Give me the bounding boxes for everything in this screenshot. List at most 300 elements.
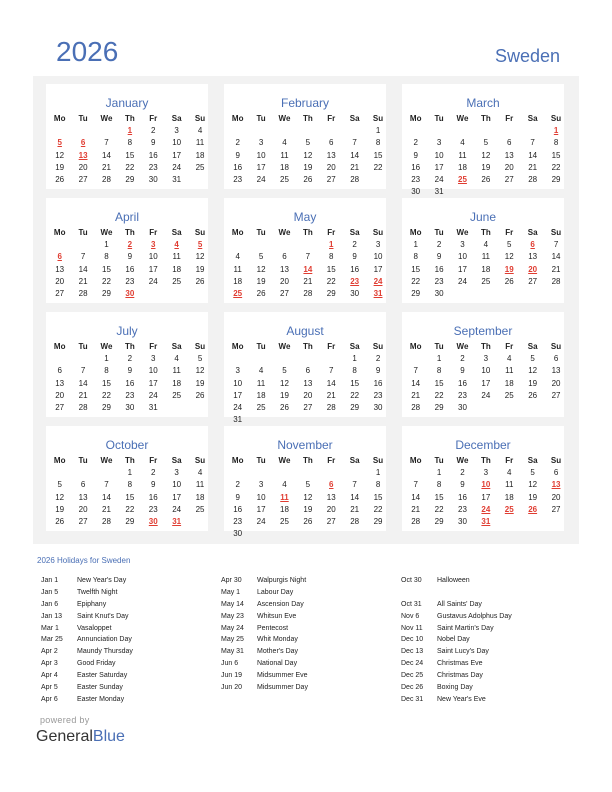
month-july xyxy=(46,312,208,417)
holiday-date: Apr 30 xyxy=(221,577,242,584)
month-january xyxy=(46,84,208,189)
day-cell: 24 xyxy=(256,516,266,526)
day-cell: 25 xyxy=(256,402,266,412)
weekday-header: Sa xyxy=(527,456,538,465)
day-cell: 3 xyxy=(436,138,442,148)
day-cell: 20 xyxy=(326,162,336,172)
empty-day-cell xyxy=(343,125,366,137)
month-february xyxy=(224,84,386,189)
empty-day-cell xyxy=(343,467,366,479)
holiday-name: Easter Sunday xyxy=(77,684,123,692)
day-cell: 17 xyxy=(148,264,158,274)
weekday-header: Tu xyxy=(434,456,444,465)
day-cell: 1 xyxy=(352,354,357,364)
day-cell: 2 xyxy=(235,480,240,490)
holiday-day-cell: 4 xyxy=(174,240,179,250)
month-name: August xyxy=(286,324,324,338)
day-cell: 10 xyxy=(481,366,491,376)
day-cell: 6 xyxy=(553,354,559,364)
weekday-header: Mo xyxy=(231,456,244,465)
day-cell: 27 xyxy=(551,504,561,514)
day-cell: 30 xyxy=(458,516,467,526)
day-cell: 14 xyxy=(78,378,88,388)
month-name: July xyxy=(116,324,138,338)
day-cell: 26 xyxy=(528,390,538,400)
weekday-header: Th xyxy=(124,114,135,123)
day-cell: 21 xyxy=(528,162,538,172)
day-cell: 11 xyxy=(256,378,266,388)
day-cell: 19 xyxy=(303,162,313,172)
day-cell: 1 xyxy=(127,468,133,478)
month-grid xyxy=(48,341,210,414)
holiday-day-cell: 6 xyxy=(530,240,535,250)
empty-day-cell xyxy=(226,125,249,137)
day-cell: 12 xyxy=(195,366,205,376)
day-cell: 7 xyxy=(329,366,334,376)
day-cell: 10 xyxy=(373,252,383,262)
day-cell: 12 xyxy=(528,366,538,376)
month-august xyxy=(224,312,386,425)
day-cell: 3 xyxy=(483,468,489,478)
day-cell: 17 xyxy=(256,504,266,514)
holiday-day-cell: 10 xyxy=(481,480,491,490)
day-cell: 13 xyxy=(55,378,65,388)
day-cell: 15 xyxy=(373,492,383,502)
day-cell: 23 xyxy=(125,390,135,400)
day-cell: 9 xyxy=(460,366,465,376)
holiday-day-cell: 30 xyxy=(125,288,135,298)
day-cell: 22 xyxy=(125,162,135,172)
day-cell: 16 xyxy=(411,162,421,172)
day-cell: 9 xyxy=(235,150,240,160)
day-cell: 23 xyxy=(373,390,383,400)
day-cell: 30 xyxy=(125,402,135,412)
day-cell: 29 xyxy=(125,174,135,184)
day-cell: 27 xyxy=(326,516,336,526)
holiday-day-cell: 24 xyxy=(373,276,383,286)
powered-by-text: powered by xyxy=(40,715,90,725)
month-grid xyxy=(404,341,566,414)
weekday-header: Sa xyxy=(349,228,360,237)
day-cell: 28 xyxy=(102,516,111,526)
day-cell: 25 xyxy=(504,390,514,400)
holidays-title: 2026 Holidays for Sweden xyxy=(37,556,131,565)
day-cell: 15 xyxy=(434,378,444,388)
day-cell: 21 xyxy=(350,504,360,514)
holiday-name: Annunciation Day xyxy=(77,636,132,644)
day-cell: 22 xyxy=(373,162,383,172)
empty-day-cell xyxy=(427,125,450,137)
empty-day-cell xyxy=(296,467,319,479)
holiday-date: May 24 xyxy=(221,624,244,632)
day-cell: 10 xyxy=(434,150,444,160)
day-cell: 16 xyxy=(233,504,243,514)
day-cell: 16 xyxy=(458,492,467,502)
day-cell: 13 xyxy=(280,264,289,274)
month-grid xyxy=(48,455,210,528)
day-cell: 4 xyxy=(235,252,240,262)
weekday-header: Fr xyxy=(327,228,336,237)
weekday-header: Tu xyxy=(434,114,444,123)
weekday-header: We xyxy=(456,456,469,465)
day-cell: 27 xyxy=(55,288,65,298)
day-cell: 28 xyxy=(303,288,313,298)
day-cell: 10 xyxy=(148,366,158,376)
weekday-header: We xyxy=(100,456,113,465)
month-grid xyxy=(226,455,388,540)
holiday-date: Apr 4 xyxy=(41,672,58,680)
day-cell: 14 xyxy=(102,150,111,160)
holiday-name: Easter Monday xyxy=(77,695,125,703)
month-november xyxy=(224,426,386,539)
day-cell: 1 xyxy=(104,354,109,364)
weekday-header: Su xyxy=(550,228,562,237)
day-cell: 31 xyxy=(434,187,444,197)
day-cell: 14 xyxy=(350,492,360,502)
weekday-header: Mo xyxy=(409,228,422,237)
day-cell: 5 xyxy=(258,252,264,262)
empty-day-cell xyxy=(404,353,427,365)
day-cell: 30 xyxy=(350,288,360,298)
day-cell: 18 xyxy=(481,264,491,274)
holiday-day-cell: 25 xyxy=(504,504,514,514)
weekday-header: Tu xyxy=(434,342,444,351)
month-april xyxy=(46,198,208,303)
day-cell: 10 xyxy=(172,138,182,148)
day-cell: 3 xyxy=(258,138,264,148)
day-cell: 6 xyxy=(57,366,62,376)
weekday-header: Sa xyxy=(349,342,360,351)
day-cell: 8 xyxy=(436,366,442,376)
holiday-date: Apr 3 xyxy=(41,660,58,668)
holiday-date: Oct 31 xyxy=(401,600,422,608)
holiday-date: Nov 6 xyxy=(401,612,420,620)
day-cell: 21 xyxy=(102,162,111,172)
day-cell: 8 xyxy=(329,252,334,262)
day-cell: 14 xyxy=(551,252,561,262)
holiday-name: Gustavus Adolphus Day xyxy=(437,612,512,620)
brand-logo[interactable] xyxy=(36,728,125,746)
day-cell: 10 xyxy=(256,150,266,160)
day-cell: 25 xyxy=(280,516,289,526)
day-cell: 23 xyxy=(458,390,467,400)
weekday-header: Sa xyxy=(171,342,182,351)
holiday-name: Epiphany xyxy=(77,600,107,608)
day-cell: 4 xyxy=(197,468,203,478)
weekday-header: Su xyxy=(372,228,384,237)
day-cell: 11 xyxy=(195,480,205,490)
holiday-name: Midsummer Eve xyxy=(257,672,308,680)
day-cell: 26 xyxy=(55,516,65,526)
day-cell: 2 xyxy=(151,468,156,478)
day-cell: 18 xyxy=(280,162,289,172)
day-cell: 5 xyxy=(530,468,535,478)
weekday-header: Mo xyxy=(53,114,66,123)
weekday-header: Th xyxy=(480,114,491,123)
holiday-day-cell: 11 xyxy=(280,492,289,502)
day-cell: 15 xyxy=(102,264,111,274)
day-cell: 18 xyxy=(195,150,205,160)
weekday-header: Mo xyxy=(409,456,422,465)
day-cell: 20 xyxy=(326,504,336,514)
weekday-header: Th xyxy=(124,342,135,351)
month-name: April xyxy=(114,210,139,224)
empty-day-cell xyxy=(296,125,319,137)
day-cell: 14 xyxy=(411,378,421,388)
weekday-header: Fr xyxy=(327,342,336,351)
day-cell: 29 xyxy=(125,516,135,526)
weekday-header: Mo xyxy=(53,342,66,351)
day-cell: 7 xyxy=(352,480,357,490)
day-cell: 16 xyxy=(233,162,243,172)
day-cell: 11 xyxy=(280,150,289,160)
holiday-day-cell: 30 xyxy=(148,516,158,526)
day-cell: 7 xyxy=(80,366,86,376)
empty-day-cell xyxy=(95,467,118,479)
day-cell: 16 xyxy=(373,378,383,388)
day-cell: 17 xyxy=(481,378,491,388)
day-cell: 28 xyxy=(102,174,111,184)
empty-day-cell xyxy=(226,353,249,365)
holiday-day-cell: 23 xyxy=(350,276,360,286)
holiday-date: Oct 30 xyxy=(401,577,422,584)
holiday-date: May 14 xyxy=(221,600,244,608)
day-cell: 24 xyxy=(172,504,182,514)
day-cell: 4 xyxy=(460,138,465,148)
day-cell: 17 xyxy=(172,150,182,160)
weekday-header: Sa xyxy=(171,228,182,237)
day-cell: 22 xyxy=(350,390,360,400)
day-cell: 29 xyxy=(102,402,111,412)
day-cell: 26 xyxy=(504,276,514,286)
holiday-date: May 23 xyxy=(221,612,244,620)
day-cell: 12 xyxy=(303,492,313,502)
day-cell: 26 xyxy=(195,276,205,286)
empty-day-cell xyxy=(71,239,94,251)
month-grid xyxy=(404,113,566,198)
weekday-header: We xyxy=(278,456,291,465)
day-cell: 26 xyxy=(280,402,289,412)
month-march xyxy=(402,84,564,197)
weekday-header: Su xyxy=(194,114,206,123)
day-cell: 19 xyxy=(481,162,491,172)
empty-day-cell xyxy=(320,467,343,479)
day-cell: 29 xyxy=(551,174,561,184)
weekday-header: Su xyxy=(372,456,384,465)
day-cell: 19 xyxy=(528,378,538,388)
day-cell: 30 xyxy=(233,529,243,539)
month-may xyxy=(224,198,386,303)
weekday-header: Tu xyxy=(78,456,88,465)
day-cell: 23 xyxy=(125,276,135,286)
day-cell: 18 xyxy=(504,492,514,502)
day-cell: 30 xyxy=(411,187,421,197)
holiday-date: Mar 25 xyxy=(41,636,63,644)
day-cell: 4 xyxy=(507,468,512,478)
day-cell: 14 xyxy=(78,264,88,274)
weekday-header: Su xyxy=(550,114,562,123)
day-cell: 12 xyxy=(195,252,205,262)
day-cell: 1 xyxy=(375,126,381,136)
holiday-day-cell: 25 xyxy=(458,174,467,184)
day-cell: 20 xyxy=(551,492,561,502)
weekday-header: Sa xyxy=(527,342,538,351)
holiday-name: Christmas Day xyxy=(437,672,483,680)
weekday-header: Fr xyxy=(149,456,158,465)
day-cell: 17 xyxy=(148,378,158,388)
day-cell: 22 xyxy=(434,390,444,400)
holiday-day-cell: 6 xyxy=(57,252,62,262)
day-cell: 13 xyxy=(303,378,313,388)
month-grid xyxy=(48,113,210,186)
weekday-header: We xyxy=(456,114,469,123)
day-cell: 15 xyxy=(125,150,135,160)
day-cell: 18 xyxy=(195,492,205,502)
day-cell: 3 xyxy=(483,354,489,364)
day-cell: 21 xyxy=(78,276,88,286)
empty-day-cell xyxy=(48,125,71,137)
day-cell: 9 xyxy=(375,366,381,376)
day-cell: 23 xyxy=(233,516,243,526)
day-cell: 22 xyxy=(125,504,135,514)
day-cell: 4 xyxy=(282,138,287,148)
weekday-header: Th xyxy=(480,342,491,351)
day-cell: 7 xyxy=(553,240,559,250)
day-cell: 20 xyxy=(280,276,289,286)
holiday-date: Jan 6 xyxy=(41,600,59,608)
weekday-header: Tu xyxy=(78,228,88,237)
day-cell: 29 xyxy=(350,402,360,412)
month-name: December xyxy=(455,438,511,452)
day-cell: 26 xyxy=(303,174,313,184)
weekday-header: Mo xyxy=(231,342,244,351)
day-cell: 29 xyxy=(434,402,444,412)
holiday-day-cell: 13 xyxy=(78,150,88,160)
month-grid xyxy=(226,341,388,426)
day-cell: 22 xyxy=(102,390,111,400)
day-cell: 3 xyxy=(460,240,465,250)
day-cell: 16 xyxy=(350,264,360,274)
day-cell: 7 xyxy=(352,138,357,148)
day-cell: 22 xyxy=(373,504,383,514)
day-cell: 9 xyxy=(413,150,418,160)
day-cell: 23 xyxy=(458,504,467,514)
day-cell: 15 xyxy=(411,264,421,274)
day-cell: 9 xyxy=(436,252,442,262)
holiday-day-cell: 5 xyxy=(197,240,203,250)
day-cell: 8 xyxy=(436,480,442,490)
month-september xyxy=(402,312,564,417)
day-cell: 2 xyxy=(151,126,156,136)
day-cell: 5 xyxy=(483,138,489,148)
day-cell: 15 xyxy=(326,264,336,274)
day-cell: 9 xyxy=(151,480,156,490)
day-cell: 2 xyxy=(460,468,465,478)
day-cell: 12 xyxy=(528,480,538,490)
empty-day-cell xyxy=(296,239,319,251)
day-cell: 10 xyxy=(172,480,182,490)
holiday-day-cell: 26 xyxy=(528,504,538,514)
day-cell: 19 xyxy=(256,276,266,286)
day-cell: 14 xyxy=(350,150,360,160)
day-cell: 25 xyxy=(280,174,289,184)
empty-day-cell xyxy=(249,239,272,251)
weekday-header: Su xyxy=(550,342,562,351)
day-cell: 26 xyxy=(256,288,266,298)
holiday-day-cell: 1 xyxy=(553,126,559,136)
day-cell: 13 xyxy=(551,366,561,376)
day-cell: 26 xyxy=(55,174,65,184)
weekday-header: Th xyxy=(302,456,313,465)
day-cell: 23 xyxy=(411,174,421,184)
day-cell: 10 xyxy=(233,378,243,388)
day-cell: 13 xyxy=(528,252,538,262)
empty-day-cell xyxy=(95,125,118,137)
day-cell: 27 xyxy=(303,402,313,412)
weekday-header: Mo xyxy=(53,228,66,237)
day-cell: 16 xyxy=(148,492,158,502)
day-cell: 15 xyxy=(551,150,561,160)
month-name: June xyxy=(469,210,497,224)
day-cell: 3 xyxy=(174,468,179,478)
day-cell: 8 xyxy=(375,138,381,148)
day-cell: 14 xyxy=(528,150,538,160)
empty-day-cell xyxy=(296,353,319,365)
day-cell: 25 xyxy=(481,276,491,286)
day-cell: 15 xyxy=(102,378,111,388)
day-cell: 28 xyxy=(528,174,538,184)
day-cell: 8 xyxy=(104,252,109,262)
day-cell: 11 xyxy=(505,480,514,490)
holiday-name: Halloween xyxy=(437,577,470,584)
day-cell: 2 xyxy=(436,240,442,250)
month-name: March xyxy=(466,96,500,110)
holiday-date: May 31 xyxy=(221,648,244,656)
day-cell: 10 xyxy=(458,252,467,262)
holiday-day-cell: 31 xyxy=(481,516,491,526)
day-cell: 24 xyxy=(481,390,491,400)
holiday-date: Dec 25 xyxy=(401,672,424,680)
weekday-header: Th xyxy=(124,228,135,237)
weekday-header: Su xyxy=(194,228,206,237)
day-cell: 29 xyxy=(102,288,111,298)
day-cell: 29 xyxy=(373,516,383,526)
weekday-header: Mo xyxy=(409,114,422,123)
holiday-date: Jun 19 xyxy=(221,672,243,680)
day-cell: 22 xyxy=(326,276,336,286)
month-name: October xyxy=(105,438,149,452)
holiday-date: Nov 11 xyxy=(401,624,423,632)
month-grid xyxy=(48,227,210,300)
day-cell: 12 xyxy=(55,150,65,160)
holiday-date: Dec 31 xyxy=(401,695,424,703)
day-cell: 16 xyxy=(125,264,135,274)
holiday-day-cell: 3 xyxy=(151,240,156,250)
day-cell: 29 xyxy=(326,288,336,298)
day-cell: 25 xyxy=(195,504,205,514)
day-cell: 11 xyxy=(505,366,514,376)
day-cell: 14 xyxy=(411,492,421,502)
day-cell: 23 xyxy=(148,162,158,172)
country-title: Sweden xyxy=(494,46,560,66)
day-cell: 3 xyxy=(375,240,381,250)
holiday-name: Saint Knut's Day xyxy=(77,612,129,620)
day-cell: 18 xyxy=(458,162,467,172)
day-cell: 28 xyxy=(326,402,336,412)
holiday-date: Mar 1 xyxy=(41,624,59,632)
holiday-date: Apr 5 xyxy=(41,684,58,692)
day-cell: 2 xyxy=(235,138,240,148)
